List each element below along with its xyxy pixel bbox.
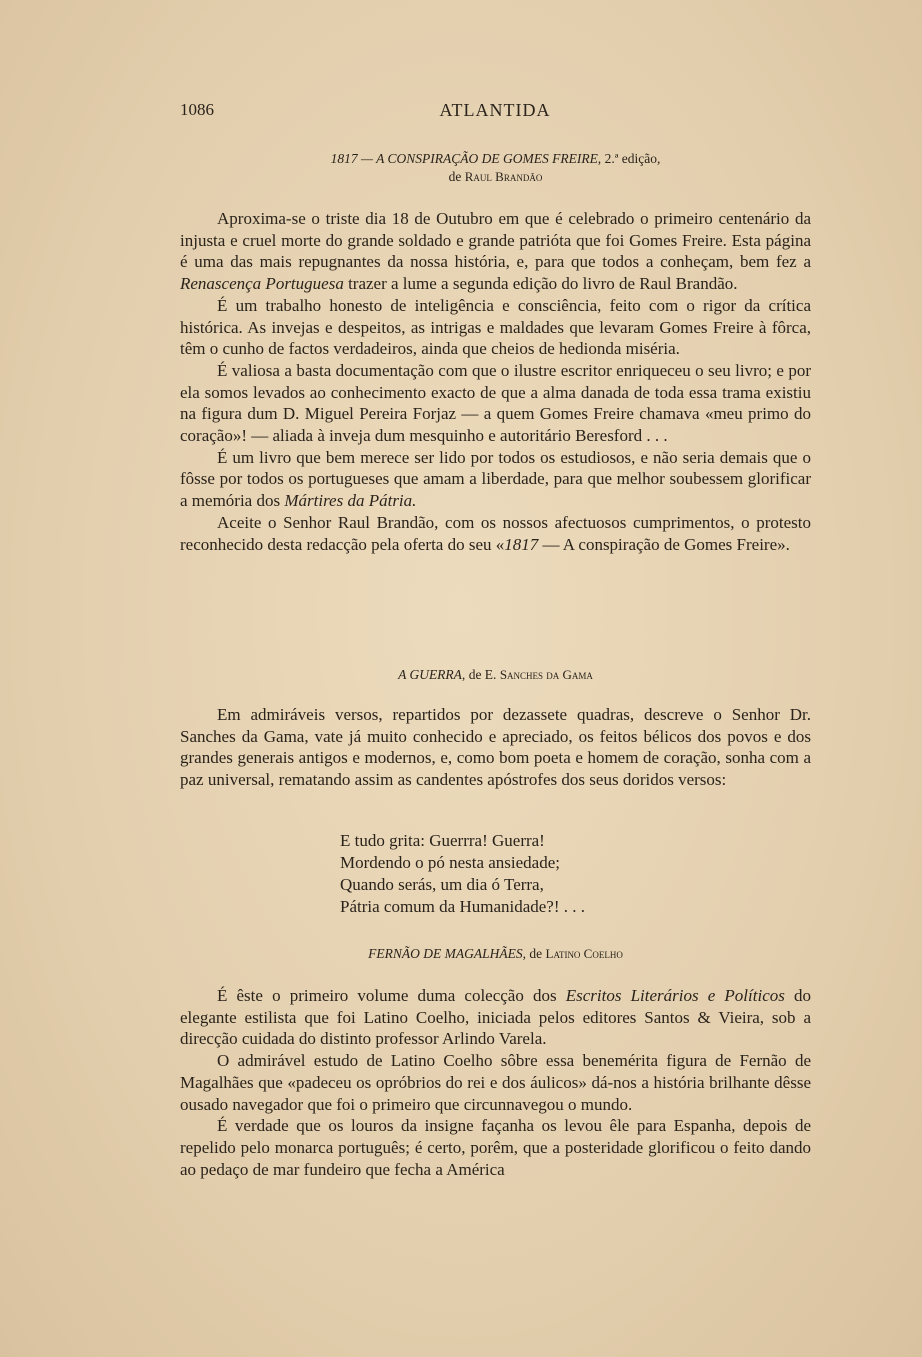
verse-line: Pátria comum da Humanidade?! . . .	[340, 897, 586, 916]
italic-title: Mártires da Pátria.	[284, 491, 417, 511]
author-name: Raul Brandão	[464, 169, 543, 184]
review-conspiracao	[180, 150, 811, 555]
paragraph: É verdade que os louros da insigne façanha os levou êle para Espanha, depois de repelido pelo monarca português; é certo, porêm, que a posteridade glorificou o feito dando ao pedaço de mar fundeiro que fecha a América	[180, 1116, 811, 1179]
book-title: FERNÃO DE MAGALHÃES,	[368, 946, 526, 961]
edition-note: 2.ª edição,	[601, 151, 661, 166]
byline-prefix: de	[448, 169, 465, 184]
review-fernao-de-magalhaes	[180, 945, 811, 1180]
text-run: Aproxima-se o triste dia 18 de Outubro em que é celebrado o primeiro centenário da injusta e cruel morte do grande soldado e grande patrióta que foi Gomes Freire. Esta página é uma das mais repugnantes da nossa história, e, para que todos a conheçam, bem fez a	[180, 209, 811, 272]
paragraph	[180, 208, 811, 295]
author-name: Sanches da Gama	[499, 667, 593, 682]
review-a-guerra	[180, 666, 811, 791]
author-name: Latino Coelho	[545, 946, 623, 961]
paragraph: O admirável estudo de Latino Coelho sôbre essa benemérita figura de Fernão de Magalhães que «padeceu os opróbrios do rei e dos áulicos» dá-nos a história brilhante dêsse ousado navegador que foi o primeiro que circunnavegou o mundo.	[180, 1051, 811, 1114]
paragraph: É um trabalho honesto de inteligência e consciência, feito com o rigor da crítica histórica. As invejas e despeitos, as intrigas e maldades que levaram Gomes Freire à fôrca, têm o cunho de factos verdadeiros, ainda que cheios de hedionda miséria.	[180, 295, 811, 359]
italic-title: Renascença Portuguesa	[180, 274, 344, 294]
review-heading	[180, 945, 811, 963]
verse-line: E tudo grita: Guerrra! Guerra!	[340, 831, 545, 850]
verse-quatrain	[340, 830, 585, 918]
verse-line: Mordendo o pó nesta ansiedade;	[340, 853, 560, 872]
book-title: A GUERRA,	[398, 667, 466, 682]
verse-line: Quando serás, um dia ó Terra,	[340, 875, 544, 894]
book-title: 1817 — A CONSPIRAÇÃO DE GOMES FREIRE,	[330, 151, 602, 166]
byline-prefix: de E.	[465, 667, 500, 682]
paragraph: É valiosa a basta documentação com que o ilustre escritor enriqueceu o seu livro; e por ela somos levados ao conhecimento exacto de que a alma danada de toda essa trama existiu na figura dum D. Miguel Pereira Forjaz — a quem Gomes Freire chamava «meu primo do coração»! — aliada à inveja dum mesquinho e autoritário Beresford . . .	[180, 360, 811, 446]
text-run: Aceite o Senhor Raul Brandão, com os nossos afectuosos cumprimentos, o protesto reconhecido desta redacção pela oferta do seu «	[180, 512, 811, 554]
italic-title: 1817	[504, 534, 539, 554]
text-run: É êste o primeiro volume duma colecção dos	[217, 986, 566, 1005]
paragraph: Em admiráveis versos, repartidos por dezassete quadras, descreve o Senhor Dr. Sanches da Gama, vate já muito conhecido e apreciado, os feitos bélicos dos povos e dos grandes generais antigos e modernos, e, como bom poeta e homem de coração, sonha com a paz universal, rematando assim as candentes apóstrofes dos seus doridos versos:	[180, 705, 811, 790]
journal-title: ATLANTIDA	[439, 100, 551, 120]
byline-prefix: de	[526, 946, 546, 961]
text-run: trazer a lume a segunda edição do livro de Raul Brandão.	[343, 274, 738, 294]
paragraph	[180, 447, 811, 512]
running-head	[180, 100, 810, 126]
review-heading	[180, 150, 811, 186]
review-heading	[180, 666, 811, 684]
paragraph	[180, 985, 811, 1050]
page-number: 1086	[180, 100, 214, 119]
italic-title: Escritos Literários e Políticos	[565, 986, 785, 1005]
text-run: É um livro que bem merece ser lido por todos os estudiosos, e não seria demais que o fôsse por todos os portugueses que amam a liberdade, para que melhor soubessem glorificar a memória dos	[180, 447, 811, 511]
text-run: — A conspiração de Gomes Freire».	[538, 534, 790, 554]
paragraph	[180, 512, 811, 555]
text-run: do elegante estilista que foi Latino Coelho, iniciada pelos editores Santos & Vieira, sob a direcção cuidada do distinto professor Arlindo Varela.	[180, 986, 811, 1049]
